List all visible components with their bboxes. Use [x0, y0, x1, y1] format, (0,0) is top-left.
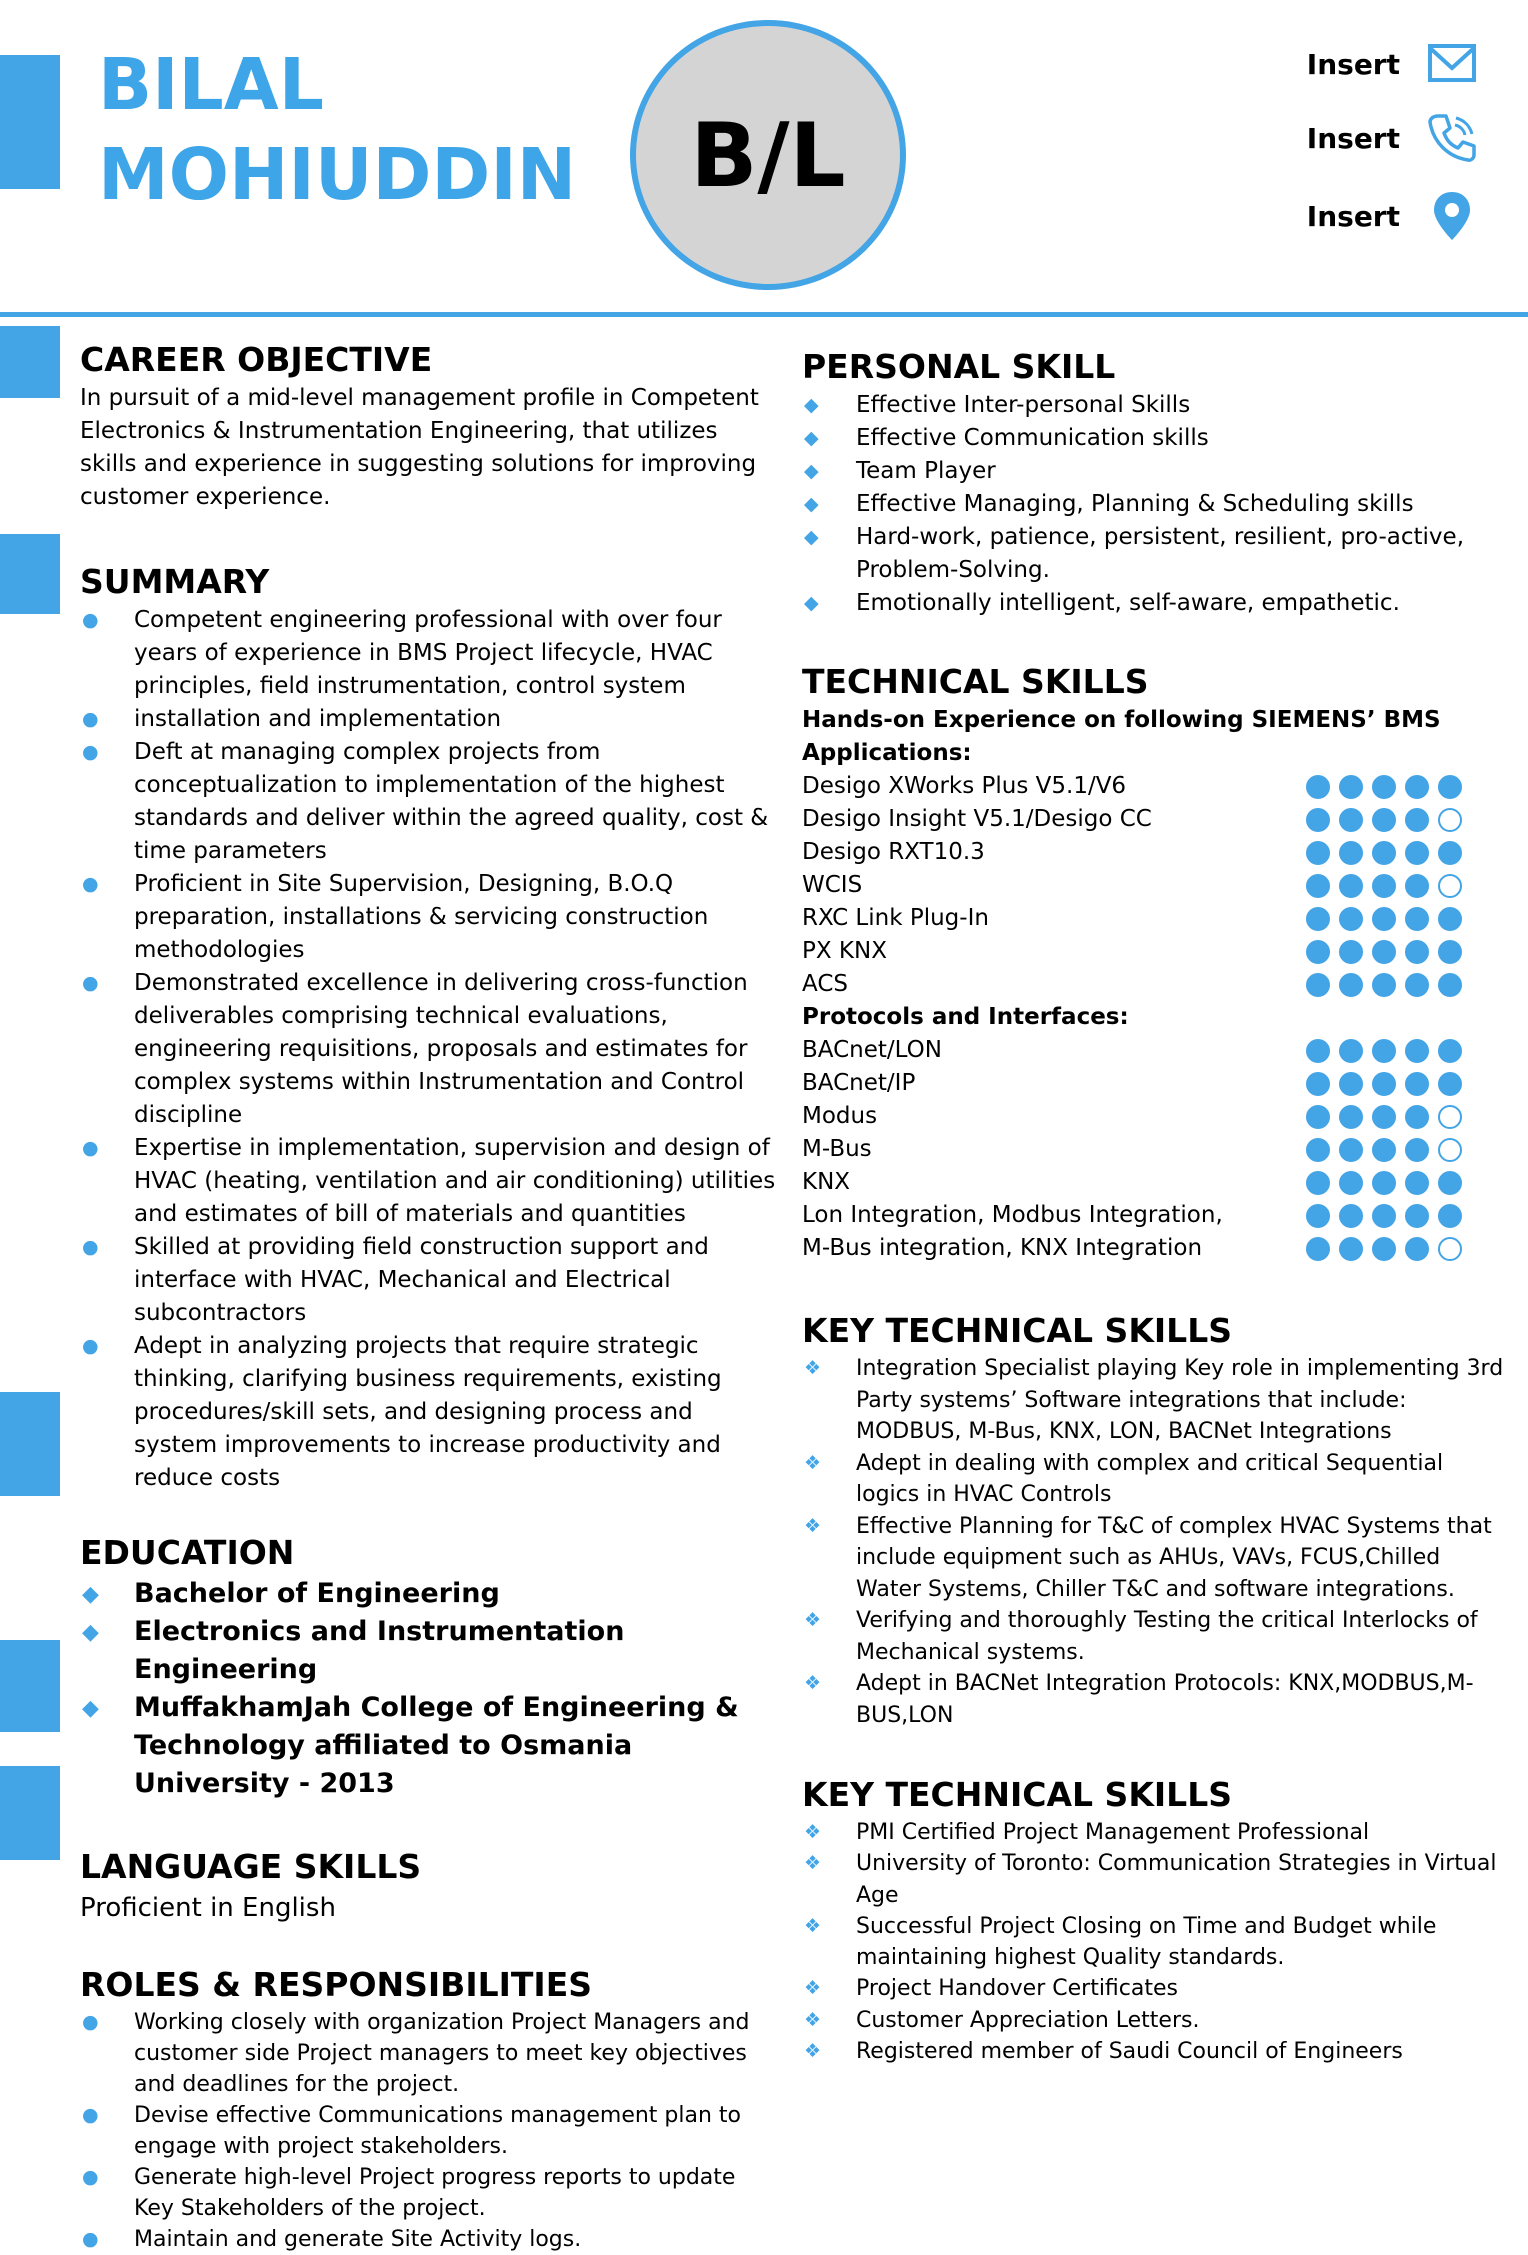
skill-rating [1306, 1237, 1462, 1261]
key-technical-heading-2: KEY TECHNICAL SKILLS [802, 1775, 1232, 1814]
skill-name: Desigo RXT10.3 [802, 839, 985, 865]
skill-name: Modus [802, 1103, 878, 1129]
rating-dot-filled [1306, 841, 1330, 865]
skill-name: Desigo XWorks Plus V5.1/V6 [802, 773, 1127, 799]
rating-dot-filled [1438, 841, 1462, 865]
rating-dot-filled [1372, 808, 1396, 832]
key-technical-item [802, 1353, 1512, 1448]
list-item-text: MuffakhamJah College of Engineering & Technology affiliated to Osmania University - 2013 [134, 1692, 739, 1799]
section-marker-roles [0, 1766, 60, 1860]
rating-dot-filled [1372, 1171, 1396, 1195]
bullet-icon: ● [82, 2104, 99, 2126]
list-item-text: Devise effective Communications management plan to engage with project stakeholders. [134, 2103, 742, 2159]
rating-dot-filled [1306, 940, 1330, 964]
list-item-text: Bachelor of Engineering [134, 1578, 500, 1609]
skill-name: KNX [802, 1169, 851, 1195]
bullet-icon: ❖ [804, 1357, 822, 1379]
rating-dot-filled [1372, 1105, 1396, 1129]
rating-dot-filled [1405, 1105, 1429, 1129]
skill-row [802, 1067, 1512, 1100]
key-technical-item [802, 1817, 1512, 1848]
rating-dot-filled [1405, 907, 1429, 931]
bullet-icon: ❖ [804, 1852, 822, 1875]
summary-item [80, 604, 780, 703]
rating-dot-filled [1339, 1138, 1363, 1162]
language-text: Proficient in English [80, 1893, 336, 1923]
list-item-text: Demonstrated excellence in delivering cross-function deliverables comprising technical evaluations, engineering requisitions, proposals and estimates for complex systems within Instrumentation and Control discipline [134, 970, 748, 1128]
skill-row [802, 770, 1512, 803]
rating-dot-filled [1339, 841, 1363, 865]
bullet-icon: ◆ [804, 460, 819, 482]
bullet-icon: ● [82, 2228, 99, 2250]
rating-dot-filled [1438, 1204, 1462, 1228]
bullet-icon: ● [82, 741, 99, 763]
bullet-icon: ◆ [804, 493, 819, 515]
rating-dot-filled [1306, 1039, 1330, 1063]
left-column [80, 338, 780, 2255]
contact-phone[interactable] [1307, 112, 1478, 164]
skill-rating [1306, 808, 1462, 832]
contact-email[interactable] [1307, 38, 1478, 90]
list-item-text: Effective Planning for T&C of complex HVAC Systems that include equipment such as AHUs, VAVs, FCUS,Chilled Water Systems, Chiller T&C and software integrations. [856, 1513, 1492, 1602]
bullet-icon: ● [82, 972, 99, 994]
skill-row [802, 1034, 1512, 1067]
skill-name: WCIS [802, 872, 863, 898]
bullet-icon: ❖ [804, 1451, 822, 1474]
list-item-text: Adept in BACNet Integration Protocols: KNX,MODBUS,M-BUS,LON [856, 1671, 1474, 1728]
list-item-text: Project Handover Certificates [856, 1976, 1178, 2002]
skill-name: Lon Integration, Modbus Integration, [802, 1202, 1223, 1228]
list-item-text: Effective Inter-personal Skills [856, 392, 1191, 418]
rating-dot-filled [1405, 1039, 1429, 1063]
contact-location[interactable] [1307, 190, 1478, 242]
rating-dot-filled [1306, 1072, 1330, 1096]
rating-dot-filled [1405, 841, 1429, 865]
key-technical-item [802, 1911, 1512, 1974]
bullet-icon: ❖ [804, 1914, 822, 1937]
key-technical-section-2 [802, 1773, 1512, 2067]
skill-name: ACS [802, 971, 848, 997]
rating-dot-filled [1405, 973, 1429, 997]
list-item-text: Working closely with organization Project Managers and customer side Project managers to meet key objectives and deadlines for the project. [134, 2010, 750, 2097]
career-objective-heading: CAREER OBJECTIVE [80, 340, 433, 379]
skill-row [802, 968, 1512, 1001]
list-item-text: Electronics and Instrumentation Engineering [134, 1616, 625, 1685]
education-list [80, 1575, 780, 1803]
rating-dot-filled [1306, 1105, 1330, 1129]
education-item [80, 1575, 780, 1613]
bullet-icon: ❖ [804, 2040, 822, 2063]
rating-dot-filled [1405, 1204, 1429, 1228]
rating-dot-filled [1372, 1204, 1396, 1228]
skill-rating [1306, 1204, 1462, 1228]
key-technical-item [802, 1448, 1512, 1511]
list-item-text: Emotionally intelligent, self-aware, empathetic. [856, 590, 1400, 616]
rating-dot-empty [1438, 808, 1462, 832]
skill-row [802, 1100, 1512, 1133]
key-technical-item [802, 1511, 1512, 1606]
rating-dot-empty [1438, 1237, 1462, 1261]
roles-list [80, 2007, 780, 2255]
list-item-text: PMI Certified Project Management Professional [856, 1820, 1370, 1845]
skill-row [802, 1166, 1512, 1199]
career-objective-section [80, 338, 780, 514]
rating-dot-filled [1306, 808, 1330, 832]
bullet-icon: ◆ [804, 592, 819, 614]
skill-rating [1306, 1171, 1462, 1195]
personal-skill-item [802, 488, 1512, 521]
skill-name: M-Bus integration, KNX Integration [802, 1235, 1203, 1261]
education-item [80, 1613, 780, 1689]
rating-dot-empty [1438, 1105, 1462, 1129]
rating-dot-filled [1339, 1204, 1363, 1228]
bullet-icon: ● [82, 1236, 99, 1258]
summary-item [80, 703, 780, 736]
role-item [80, 2007, 780, 2100]
location-pin-icon [1426, 190, 1478, 242]
bullet-icon: ● [82, 609, 99, 631]
list-item-text: Expertise in implementation, supervision and design of HVAC (heating, ventilation and air conditioning) utilities and estimates of bill of materials and quantities [134, 1135, 776, 1227]
bullet-icon: ◆ [804, 526, 819, 548]
list-item-text: Generate high-level Project progress reports to update Key Stakeholders of the project. [134, 2165, 736, 2221]
roles-heading: ROLES & RESPONSIBILITIES [80, 1965, 593, 2004]
skill-rating [1306, 1072, 1462, 1096]
skill-rating [1306, 973, 1462, 997]
skill-row [802, 1133, 1512, 1166]
bullet-icon: ● [82, 873, 99, 895]
key-technical-item [802, 1668, 1512, 1731]
candidate-name [98, 40, 576, 220]
envelope-icon [1426, 38, 1478, 90]
summary-item [80, 1231, 780, 1330]
applications-list [802, 770, 1512, 1001]
skill-name: BACnet/IP [802, 1070, 916, 1096]
list-item-text: Maintain and generate Site Activity logs. [134, 2227, 582, 2252]
list-item-text: Proficient in Site Supervision, Designing, B.O.Q preparation, installations & servicing construction methodologies [134, 871, 709, 963]
rating-dot-filled [1306, 1138, 1330, 1162]
contact-email-label: Insert [1306, 47, 1400, 81]
rating-dot-filled [1438, 973, 1462, 997]
header-divider [0, 312, 1528, 317]
technical-skills-heading: TECHNICAL SKILLS [802, 662, 1149, 701]
rating-dot-filled [1405, 1072, 1429, 1096]
skill-rating [1306, 1138, 1462, 1162]
summary-section [80, 560, 780, 1495]
bullet-icon: ● [82, 2166, 99, 2188]
rating-dot-filled [1438, 1072, 1462, 1096]
list-item-text: Hard-work, patience, persistent, resilient, pro-active, Problem-Solving. [856, 524, 1465, 583]
rating-dot-filled [1372, 907, 1396, 931]
skill-row [802, 1232, 1512, 1265]
rating-dot-filled [1405, 1138, 1429, 1162]
key-technical-item [802, 1973, 1512, 2004]
rating-dot-filled [1405, 1237, 1429, 1261]
summary-item [80, 1330, 780, 1495]
skill-rating [1306, 907, 1462, 931]
education-section [80, 1531, 780, 1803]
list-item-text: Effective Communication skills [856, 425, 1209, 451]
rating-dot-filled [1339, 973, 1363, 997]
rating-dot-filled [1372, 940, 1396, 964]
skill-rating [1306, 874, 1462, 898]
skill-rating [1306, 1039, 1462, 1063]
rating-dot-filled [1405, 775, 1429, 799]
education-item [80, 1689, 780, 1803]
role-item [80, 2100, 780, 2162]
skill-name: Desigo Insight V5.1/Desigo CC [802, 806, 1152, 832]
rating-dot-filled [1372, 1138, 1396, 1162]
bullet-icon: ❖ [804, 1609, 822, 1631]
rating-dot-filled [1405, 808, 1429, 832]
initials-text: B/L [690, 103, 846, 207]
rating-dot-filled [1372, 1072, 1396, 1096]
personal-skill-item [802, 521, 1512, 587]
summary-item [80, 1132, 780, 1231]
summary-heading: SUMMARY [80, 562, 270, 601]
bullet-icon: ❖ [804, 1821, 822, 1843]
summary-item [80, 868, 780, 967]
bullet-icon: ● [82, 708, 99, 730]
rating-dot-filled [1405, 940, 1429, 964]
section-marker-summary [0, 534, 60, 614]
rating-dot-filled [1405, 1171, 1429, 1195]
rating-dot-filled [1339, 1105, 1363, 1129]
rating-dot-filled [1339, 1039, 1363, 1063]
summary-item [80, 736, 780, 868]
bullet-icon: ◆ [82, 1696, 99, 1721]
rating-dot-filled [1372, 775, 1396, 799]
roles-section [80, 1963, 780, 2255]
list-item-text: Competent engineering professional with over four years of experience in BMS Project lifecycle, HVAC principles, field instrumentation, control system [134, 607, 722, 699]
bullet-icon: ◆ [82, 1582, 99, 1607]
skill-row [802, 869, 1512, 902]
language-section [80, 1845, 780, 1927]
education-heading: EDUCATION [80, 1533, 295, 1572]
bullet-icon: ❖ [804, 1672, 822, 1694]
list-item-text: Successful Project Closing on Time and Budget while maintaining highest Quality standards. [856, 1913, 1437, 1971]
rating-dot-filled [1438, 1171, 1462, 1195]
rating-dot-filled [1438, 907, 1462, 931]
personal-skill-item [802, 389, 1512, 422]
role-item [80, 2162, 780, 2224]
rating-dot-filled [1438, 775, 1462, 799]
personal-skill-section [802, 345, 1512, 620]
initials-badge [630, 20, 906, 290]
contact-phone-label: Insert [1306, 121, 1400, 155]
bullet-icon: ● [82, 2011, 99, 2033]
list-item-text: installation and implementation [134, 706, 502, 732]
rating-dot-filled [1339, 1237, 1363, 1261]
rating-dot-filled [1372, 874, 1396, 898]
language-heading: LANGUAGE SKILLS [80, 1847, 422, 1886]
list-item-text: Deft at managing complex projects from conceptualization to implementation of the highest standards and deliver within the agreed quality, cost & time parameters [134, 739, 769, 864]
list-item-text: Integration Specialist playing Key role in implementing 3rd Party systems’ Software integrations that include: MODBUS, M-Bus, KNX, LON, BACNet Integrations [856, 1356, 1504, 1444]
right-column [802, 345, 1512, 2067]
rating-dot-empty [1438, 1138, 1462, 1162]
skill-rating [1306, 841, 1462, 865]
section-marker-language [0, 1640, 60, 1732]
skill-name: BACnet/LON [802, 1037, 942, 1063]
contact-location-label: Insert [1306, 199, 1400, 233]
key-technical-item [802, 2036, 1512, 2067]
skill-row [802, 836, 1512, 869]
rating-dot-filled [1306, 874, 1330, 898]
skill-row [802, 803, 1512, 836]
section-marker-education [0, 1392, 60, 1496]
skill-rating [1306, 775, 1462, 799]
rating-dot-filled [1339, 874, 1363, 898]
career-objective-text: In pursuit of a mid-level management profile in Competent Electronics & Instrumentation Engineering, that utilizes skills and experience in suggesting solutions for improving customer experience. [80, 385, 759, 510]
list-item-text: Team Player [856, 458, 996, 484]
key-technical-item [802, 1605, 1512, 1668]
bullet-icon: ◆ [804, 427, 819, 449]
list-item-text: Adept in dealing with complex and critical Sequential logics in HVAC Controls [856, 1450, 1444, 1507]
protocols-list [802, 1034, 1512, 1265]
rating-dot-filled [1339, 808, 1363, 832]
rating-dot-filled [1372, 1039, 1396, 1063]
rating-dot-filled [1339, 1171, 1363, 1195]
protocols-subheading: Protocols and Interfaces: [802, 1004, 1129, 1030]
key-technical-item [802, 1848, 1512, 1911]
first-name: BILAL [98, 43, 324, 126]
rating-dot-filled [1306, 907, 1330, 931]
rating-dot-filled [1306, 1204, 1330, 1228]
rating-dot-filled [1372, 841, 1396, 865]
bullet-icon: ● [82, 1137, 99, 1159]
rating-dot-filled [1339, 940, 1363, 964]
key-technical-heading-1: KEY TECHNICAL SKILLS [802, 1311, 1232, 1350]
skill-name: PX KNX [802, 938, 887, 964]
header-accent-bar [0, 55, 60, 189]
list-item-text: Adept in analyzing projects that require strategic thinking, clarifying business requirements, existing procedures/skill sets, and designing process and system improvements to increase productivity and reduce costs [134, 1333, 722, 1491]
bullet-icon: ❖ [804, 2008, 822, 2031]
skill-row [802, 1199, 1512, 1232]
rating-dot-filled [1339, 775, 1363, 799]
list-item-text: Effective Managing, Planning & Scheduling skills [856, 491, 1414, 517]
skill-rating [1306, 1105, 1462, 1129]
technical-skills-section [802, 660, 1512, 1265]
skill-row [802, 935, 1512, 968]
skill-name: M-Bus [802, 1136, 872, 1162]
rating-dot-filled [1372, 973, 1396, 997]
rating-dot-filled [1306, 1237, 1330, 1261]
rating-dot-filled [1306, 1171, 1330, 1195]
rating-dot-empty [1438, 874, 1462, 898]
skill-name: RXC Link Plug-In [802, 905, 989, 931]
rating-dot-filled [1339, 907, 1363, 931]
rating-dot-filled [1438, 940, 1462, 964]
rating-dot-filled [1339, 1072, 1363, 1096]
skill-rating [1306, 940, 1462, 964]
personal-skill-item [802, 587, 1512, 620]
list-item-text: Customer Appreciation Letters. [856, 2007, 1200, 2033]
bullet-icon: ❖ [804, 1977, 822, 2000]
bullet-icon: ◆ [804, 394, 819, 416]
personal-skill-list [802, 389, 1512, 620]
personal-skill-item [802, 422, 1512, 455]
personal-skill-heading: PERSONAL SKILL [802, 347, 1116, 386]
rating-dot-filled [1306, 775, 1330, 799]
applications-subheading: Hands-on Experience on following SIEMENS’ BMS Applications: [802, 707, 1441, 766]
rating-dot-filled [1306, 973, 1330, 997]
personal-skill-item [802, 455, 1512, 488]
key-technical-list-2 [802, 1817, 1512, 2067]
key-technical-list-1 [802, 1353, 1512, 1731]
list-item-text: University of Toronto: Communication Strategies in Virtual Age [856, 1851, 1497, 1908]
key-technical-section-1 [802, 1309, 1512, 1731]
section-marker-career [0, 326, 60, 398]
summary-list [80, 604, 780, 1495]
rating-dot-filled [1438, 1039, 1462, 1063]
phone-icon [1426, 112, 1478, 164]
role-item [80, 2224, 780, 2255]
bullet-icon: ◆ [82, 1620, 99, 1645]
last-name: MOHIUDDIN [98, 133, 577, 216]
key-technical-item [802, 2005, 1512, 2036]
rating-dot-filled [1372, 1237, 1396, 1261]
skill-row [802, 902, 1512, 935]
summary-item [80, 967, 780, 1132]
rating-dot-filled [1405, 874, 1429, 898]
bullet-icon: ❖ [804, 1514, 822, 1537]
bullet-icon: ● [82, 1335, 99, 1357]
list-item-text: Registered member of Saudi Council of Engineers [856, 2039, 1403, 2065]
list-item-text: Verifying and thoroughly Testing the critical Interlocks of Mechanical systems. [856, 1608, 1478, 1665]
list-item-text: Skilled at providing field construction support and interface with HVAC, Mechanical and Electrical subcontractors [134, 1234, 709, 1326]
